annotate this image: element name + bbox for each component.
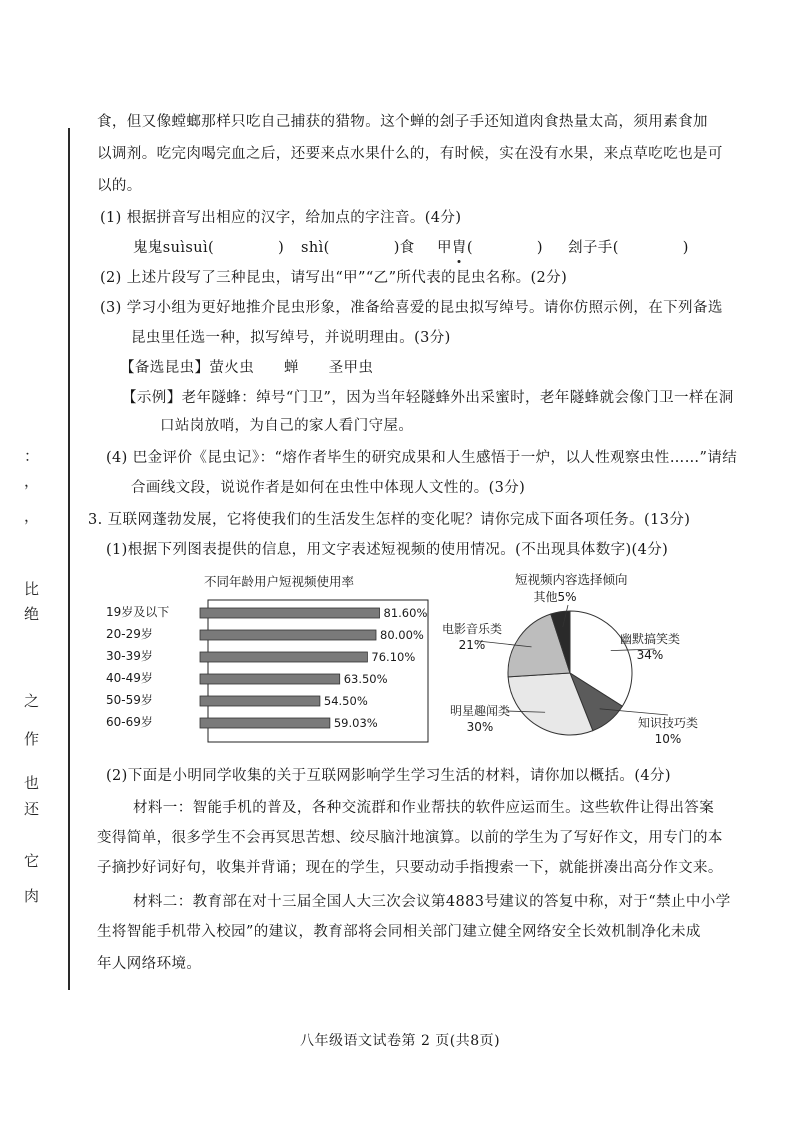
question-1: (1) 根据拼音写出相应的汉字，给加点的字注音。(4分)	[100, 210, 462, 226]
pinyin-item-3: 甲胄( )	[437, 240, 543, 256]
task-2: (2)下面是小明同学收集的关于互联网影响学生学习生活的材料，请你加以概括。(4分)	[106, 768, 671, 784]
example-line-2: 口站岗放哨，为自己的家人看门守屋。	[160, 418, 414, 434]
pie-slice-label: 知识技巧类	[637, 716, 699, 730]
bar-value-label: 54.50%	[323, 694, 368, 708]
pie-slice-label: 电影音乐类	[441, 622, 503, 636]
bar-value-label: 81.60%	[383, 606, 428, 620]
question-3-heading: 3. 互联网蓬勃发展，它将使我们的生活发生怎样的变化呢？请你完成下面各项任务。(13分)	[88, 512, 691, 528]
bar-value-label: 80.00%	[380, 628, 424, 642]
bar-category-label: 40-49岁	[106, 671, 153, 685]
bar	[200, 608, 380, 618]
bar-category-label: 50-59岁	[106, 693, 153, 707]
material-2-line-2: 生将智能手机带入校园”的建议，教育部将会同相关部门建立健全网络安全长效机制净化未成	[97, 924, 701, 940]
passage-line-1: 食，但又像螳螂那样只吃自己捕获的猎物。这个蝉的刽子手还知道肉食热量太高，须用素食加	[97, 114, 708, 130]
pinyin-item-4: 刽子手( )	[568, 240, 689, 256]
margin-char: 之	[24, 692, 40, 710]
bar-category-label: 30-39岁	[106, 649, 153, 663]
margin-char: ：	[24, 447, 40, 465]
bar-value-label: 76.10%	[371, 650, 416, 664]
question-2: (2) 上述片段写了三种昆虫，请写出“甲”“乙”所代表的昆虫名称。(2分)	[100, 270, 568, 286]
pinyin-item-1: 鬼鬼suìsuì( )	[133, 240, 285, 256]
passage-line-3: 以的。	[97, 178, 142, 194]
pie-slice-label: 其他5%	[533, 590, 577, 604]
pinyin-item-2: shì( )食	[301, 240, 415, 256]
margin-char: 也	[24, 774, 40, 792]
margin-char: ，	[24, 507, 40, 525]
bar	[200, 674, 340, 684]
pie-slice-label: 明星趣闻类	[449, 704, 511, 718]
pie-slice-value: 21%	[458, 638, 486, 652]
margin-char: 它	[24, 852, 40, 870]
bar-chart	[100, 596, 440, 746]
material-2-line-1: 材料二：教育部在对十三届全国人大三次会议第4883号建议的答复中称，对于“禁止中小学	[133, 894, 731, 910]
question-3-line-2: 昆虫里任选一种，拟写绰号，并说明理由。(3分)	[131, 330, 451, 346]
pie-slice-label: 幽默搞笑类	[619, 632, 681, 646]
pie-slice-value: 34%	[636, 648, 664, 662]
bar	[200, 652, 367, 662]
passage-line-2: 以调剂。吃完肉喝完血之后，还要来点水果什么的，有时候，实在没有水果，来点草吃吃也是可	[97, 146, 723, 162]
material-1-line-1: 材料一：智能手机的普及，各种交流群和作业帮扶的软件应运而生。这些软件让得出答案	[133, 800, 715, 816]
margin-char: 还	[24, 800, 40, 818]
bar-value-label: 59.03%	[333, 716, 378, 730]
bar	[200, 696, 320, 706]
bar	[200, 718, 330, 728]
margin-char: ，	[24, 472, 40, 490]
bar-chart-title: 不同年龄用户短视频使用率	[204, 574, 355, 589]
example-line-1: 【示例】老年隧蜂：绰号“门卫”，因为当年轻隧蜂外出采蜜时，老年隧蜂就会像门卫一样在洞	[122, 390, 734, 406]
margin-char: 比	[24, 580, 40, 598]
material-1-line-3: 子摘抄好词好句，收集并背诵；现在的学生，只要动动手指搜索一下，就能拼凑出高分作文来。	[97, 860, 723, 876]
margin-char: 绝	[24, 605, 40, 623]
bar-value-label: 63.50%	[343, 672, 388, 686]
question-4-line-1: (4) 巴金评价《昆虫记》：“熔作者毕生的研究成果和人生感悟于一炉，以人性观察虫性……”请结	[106, 450, 738, 466]
task-1: (1)根据下列图表提供的信息，用文字表述短视频的使用情况。(不出现具体数字)(4分)	[106, 542, 669, 558]
pie-chart-title: 短视频内容选择倾向	[515, 572, 628, 587]
material-2-line-3: 年人网络环境。	[97, 956, 202, 972]
material-1-line-2: 变得简单，很多学生不会再冥思苦想、绞尽脑汁地演算。以前的学生为了写好作文，用专门的本	[97, 830, 723, 846]
page-footer: 八年级语文试卷第 2 页(共8页)	[300, 1033, 501, 1049]
bar	[200, 630, 376, 640]
margin-char: 作	[24, 730, 40, 748]
candidate-insects: 【备选昆虫】萤火虫 蝉 圣甲虫	[120, 360, 374, 376]
pie-slice-value: 30%	[466, 720, 494, 734]
question-4-line-2: 合画线文段，说说作者是如何在虫性中体现人文性的。(3分)	[131, 480, 526, 496]
bar-category-label: 19岁及以下	[106, 605, 170, 619]
pie-slice-value: 10%	[654, 732, 682, 746]
margin-rule	[68, 128, 70, 990]
bar-category-label: 60-69岁	[106, 715, 153, 729]
pie-chart	[440, 585, 720, 750]
margin-char: 肉	[24, 887, 40, 905]
bar-category-label: 20-29岁	[106, 627, 153, 641]
question-3-line-1: (3) 学习小组为更好地推介昆虫形象，准备给喜爱的昆虫拟写绰号。请你仿照示例，在下列备选	[100, 300, 723, 316]
